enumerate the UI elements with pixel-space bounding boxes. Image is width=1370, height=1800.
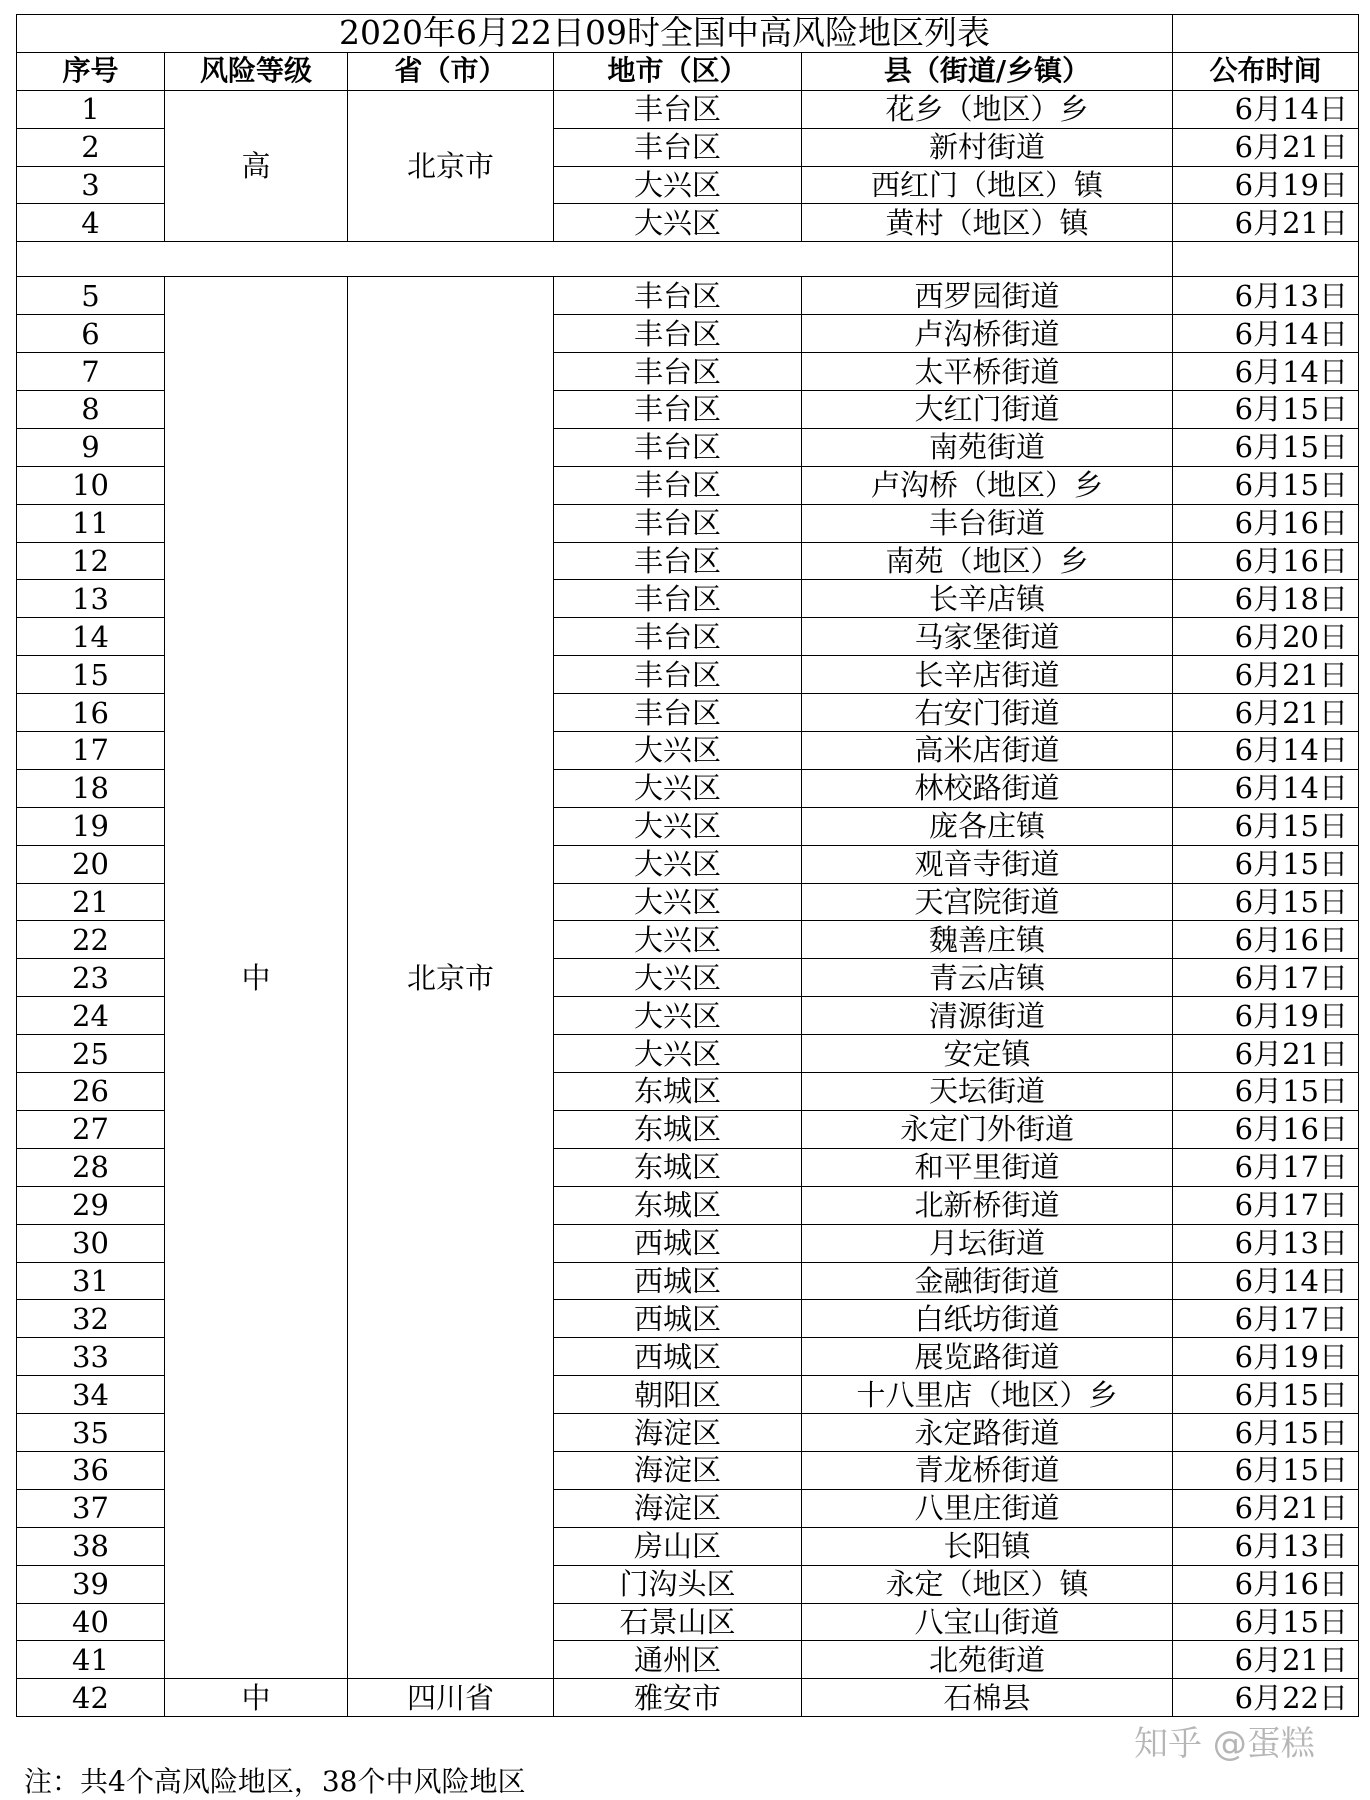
date-cell: 6月21日 <box>1173 694 1359 732</box>
serial-cell: 42 <box>17 1679 165 1717</box>
province-cell: 北京市 <box>348 90 554 242</box>
county-cell: 八宝山街道 <box>802 1603 1173 1641</box>
date-cell: 6月21日 <box>1173 656 1359 694</box>
city-cell: 大兴区 <box>554 166 802 204</box>
date-cell: 6月21日 <box>1173 204 1359 242</box>
city-cell: 门沟头区 <box>554 1565 802 1603</box>
risk-area-table <box>16 14 1359 1717</box>
county-cell: 右安门街道 <box>802 694 1173 732</box>
county-cell: 丰台街道 <box>802 504 1173 542</box>
serial-cell: 24 <box>17 997 165 1035</box>
risk-level-cell: 高 <box>165 90 348 242</box>
table-row <box>17 277 1359 315</box>
serial-cell: 3 <box>17 166 165 204</box>
risk-area-sheet <box>16 14 1360 1798</box>
county-cell: 八里庄街道 <box>802 1489 1173 1527</box>
date-cell: 6月15日 <box>1173 1414 1359 1452</box>
serial-cell: 9 <box>17 428 165 466</box>
county-cell: 黄村（地区）镇 <box>802 204 1173 242</box>
province-cell: 北京市 <box>348 277 554 1679</box>
city-cell: 雅安市 <box>554 1679 802 1717</box>
city-cell: 西城区 <box>554 1224 802 1262</box>
header-publish-date: 公布时间 <box>1173 52 1359 90</box>
serial-cell: 35 <box>17 1414 165 1452</box>
date-cell: 6月21日 <box>1173 1035 1359 1073</box>
city-cell: 丰台区 <box>554 277 802 315</box>
serial-cell: 18 <box>17 769 165 807</box>
date-cell: 6月14日 <box>1173 90 1359 128</box>
county-cell: 清源街道 <box>802 997 1173 1035</box>
county-cell: 永定门外街道 <box>802 1110 1173 1148</box>
county-cell: 林校路街道 <box>802 769 1173 807</box>
date-cell: 6月15日 <box>1173 428 1359 466</box>
header-risk-level: 风险等级 <box>165 52 348 90</box>
county-cell: 庞各庄镇 <box>802 807 1173 845</box>
serial-cell: 33 <box>17 1338 165 1376</box>
date-cell: 6月16日 <box>1173 542 1359 580</box>
spacer-cell <box>1173 242 1359 277</box>
risk-level-cell: 中 <box>165 277 348 1679</box>
serial-cell: 17 <box>17 732 165 770</box>
serial-cell: 11 <box>17 504 165 542</box>
date-cell: 6月15日 <box>1173 1451 1359 1489</box>
county-cell: 十八里店（地区）乡 <box>802 1376 1173 1414</box>
date-cell: 6月17日 <box>1173 1300 1359 1338</box>
county-cell: 安定镇 <box>802 1035 1173 1073</box>
serial-cell: 14 <box>17 618 165 656</box>
city-cell: 丰台区 <box>554 542 802 580</box>
spacer-cell <box>17 242 1173 277</box>
city-cell: 东城区 <box>554 1073 802 1111</box>
county-cell: 长辛店街道 <box>802 656 1173 694</box>
county-cell: 青龙桥街道 <box>802 1451 1173 1489</box>
county-cell: 高米店街道 <box>802 732 1173 770</box>
risk-level-cell: 中 <box>165 1679 348 1717</box>
city-cell: 大兴区 <box>554 845 802 883</box>
date-cell: 6月15日 <box>1173 1603 1359 1641</box>
serial-cell: 30 <box>17 1224 165 1262</box>
city-cell: 丰台区 <box>554 391 802 429</box>
date-cell: 6月13日 <box>1173 1224 1359 1262</box>
zhihu-watermark: 知乎 @蛋糕 <box>1134 1724 1315 1764</box>
date-cell: 6月14日 <box>1173 315 1359 353</box>
date-cell: 6月15日 <box>1173 883 1359 921</box>
city-cell: 大兴区 <box>554 769 802 807</box>
serial-cell: 39 <box>17 1565 165 1603</box>
city-cell: 大兴区 <box>554 883 802 921</box>
county-cell: 卢沟桥（地区）乡 <box>802 466 1173 504</box>
city-cell: 房山区 <box>554 1527 802 1565</box>
date-cell: 6月13日 <box>1173 277 1359 315</box>
date-cell: 6月16日 <box>1173 504 1359 542</box>
date-cell: 6月16日 <box>1173 921 1359 959</box>
date-cell: 6月19日 <box>1173 997 1359 1035</box>
county-cell: 北新桥街道 <box>802 1186 1173 1224</box>
county-cell: 长阳镇 <box>802 1527 1173 1565</box>
title-row-empty-cell <box>1173 15 1359 53</box>
county-cell: 永定（地区）镇 <box>802 1565 1173 1603</box>
date-cell: 6月17日 <box>1173 959 1359 997</box>
date-cell: 6月15日 <box>1173 1376 1359 1414</box>
serial-cell: 26 <box>17 1073 165 1111</box>
city-cell: 大兴区 <box>554 204 802 242</box>
date-cell: 6月19日 <box>1173 166 1359 204</box>
header-serial: 序号 <box>17 52 165 90</box>
serial-cell: 12 <box>17 542 165 580</box>
date-cell: 6月20日 <box>1173 618 1359 656</box>
date-cell: 6月15日 <box>1173 807 1359 845</box>
city-cell: 丰台区 <box>554 90 802 128</box>
serial-cell: 6 <box>17 315 165 353</box>
date-cell: 6月21日 <box>1173 1641 1359 1679</box>
date-cell: 6月17日 <box>1173 1186 1359 1224</box>
table-row <box>17 90 1359 128</box>
county-cell: 马家堡街道 <box>802 618 1173 656</box>
date-cell: 6月15日 <box>1173 391 1359 429</box>
city-cell: 西城区 <box>554 1338 802 1376</box>
county-cell: 太平桥街道 <box>802 353 1173 391</box>
serial-cell: 36 <box>17 1451 165 1489</box>
date-cell: 6月18日 <box>1173 580 1359 618</box>
city-cell: 大兴区 <box>554 921 802 959</box>
city-cell: 丰台区 <box>554 466 802 504</box>
county-cell: 南苑街道 <box>802 428 1173 466</box>
serial-cell: 5 <box>17 277 165 315</box>
date-cell: 6月15日 <box>1173 1073 1359 1111</box>
city-cell: 大兴区 <box>554 997 802 1035</box>
city-cell: 大兴区 <box>554 732 802 770</box>
date-cell: 6月16日 <box>1173 1565 1359 1603</box>
city-cell: 东城区 <box>554 1148 802 1186</box>
city-cell: 大兴区 <box>554 959 802 997</box>
footnote: 注：共4个高风险地区，38个中风险地区 <box>24 1765 526 1798</box>
county-cell: 大红门街道 <box>802 391 1173 429</box>
city-cell: 石景山区 <box>554 1603 802 1641</box>
city-cell: 大兴区 <box>554 807 802 845</box>
header-province: 省（市） <box>348 52 554 90</box>
serial-cell: 22 <box>17 921 165 959</box>
city-cell: 丰台区 <box>554 618 802 656</box>
serial-cell: 28 <box>17 1148 165 1186</box>
county-cell: 天坛街道 <box>802 1073 1173 1111</box>
county-cell: 天宫院街道 <box>802 883 1173 921</box>
county-cell: 展览路街道 <box>802 1338 1173 1376</box>
county-cell: 花乡（地区）乡 <box>802 90 1173 128</box>
serial-cell: 8 <box>17 391 165 429</box>
date-cell: 6月14日 <box>1173 1262 1359 1300</box>
county-cell: 西红门（地区）镇 <box>802 166 1173 204</box>
city-cell: 通州区 <box>554 1641 802 1679</box>
county-cell: 新村街道 <box>802 128 1173 166</box>
city-cell: 丰台区 <box>554 353 802 391</box>
serial-cell: 38 <box>17 1527 165 1565</box>
serial-cell: 37 <box>17 1489 165 1527</box>
serial-cell: 13 <box>17 580 165 618</box>
county-cell: 卢沟桥街道 <box>802 315 1173 353</box>
city-cell: 丰台区 <box>554 504 802 542</box>
city-cell: 西城区 <box>554 1300 802 1338</box>
county-cell: 永定路街道 <box>802 1414 1173 1452</box>
city-cell: 丰台区 <box>554 315 802 353</box>
county-cell: 白纸坊街道 <box>802 1300 1173 1338</box>
title-row <box>17 15 1359 53</box>
serial-cell: 20 <box>17 845 165 883</box>
serial-cell: 23 <box>17 959 165 997</box>
city-cell: 丰台区 <box>554 428 802 466</box>
county-cell: 北苑街道 <box>802 1641 1173 1679</box>
serial-cell: 41 <box>17 1641 165 1679</box>
serial-cell: 10 <box>17 466 165 504</box>
serial-cell: 32 <box>17 1300 165 1338</box>
table-row <box>17 1679 1359 1717</box>
county-cell: 魏善庄镇 <box>802 921 1173 959</box>
county-cell: 金融街街道 <box>802 1262 1173 1300</box>
county-cell: 南苑（地区）乡 <box>802 542 1173 580</box>
city-cell: 丰台区 <box>554 580 802 618</box>
city-cell: 朝阳区 <box>554 1376 802 1414</box>
serial-cell: 1 <box>17 90 165 128</box>
serial-cell: 29 <box>17 1186 165 1224</box>
city-cell: 东城区 <box>554 1186 802 1224</box>
header-row <box>17 52 1359 90</box>
serial-cell: 31 <box>17 1262 165 1300</box>
serial-cell: 4 <box>17 204 165 242</box>
spacer-row <box>17 242 1359 277</box>
table-title: 2020年6月22日09时全国中高风险地区列表 <box>17 15 1173 53</box>
county-cell: 石棉县 <box>802 1679 1173 1717</box>
date-cell: 6月14日 <box>1173 732 1359 770</box>
serial-cell: 2 <box>17 128 165 166</box>
date-cell: 6月15日 <box>1173 845 1359 883</box>
city-cell: 丰台区 <box>554 128 802 166</box>
header-city: 地市（区） <box>554 52 802 90</box>
county-cell: 西罗园街道 <box>802 277 1173 315</box>
county-cell: 青云店镇 <box>802 959 1173 997</box>
serial-cell: 27 <box>17 1110 165 1148</box>
date-cell: 6月19日 <box>1173 1338 1359 1376</box>
date-cell: 6月21日 <box>1173 1489 1359 1527</box>
serial-cell: 34 <box>17 1376 165 1414</box>
county-cell: 和平里街道 <box>802 1148 1173 1186</box>
city-cell: 海淀区 <box>554 1414 802 1452</box>
province-cell: 四川省 <box>348 1679 554 1717</box>
header-county: 县（街道/乡镇） <box>802 52 1173 90</box>
city-cell: 东城区 <box>554 1110 802 1148</box>
county-cell: 观音寺街道 <box>802 845 1173 883</box>
city-cell: 大兴区 <box>554 1035 802 1073</box>
date-cell: 6月15日 <box>1173 466 1359 504</box>
serial-cell: 19 <box>17 807 165 845</box>
city-cell: 海淀区 <box>554 1451 802 1489</box>
date-cell: 6月17日 <box>1173 1148 1359 1186</box>
date-cell: 6月21日 <box>1173 128 1359 166</box>
city-cell: 海淀区 <box>554 1489 802 1527</box>
date-cell: 6月14日 <box>1173 769 1359 807</box>
county-cell: 长辛店镇 <box>802 580 1173 618</box>
city-cell: 丰台区 <box>554 694 802 732</box>
date-cell: 6月16日 <box>1173 1110 1359 1148</box>
date-cell: 6月22日 <box>1173 1679 1359 1717</box>
city-cell: 丰台区 <box>554 656 802 694</box>
serial-cell: 40 <box>17 1603 165 1641</box>
serial-cell: 7 <box>17 353 165 391</box>
serial-cell: 25 <box>17 1035 165 1073</box>
serial-cell: 15 <box>17 656 165 694</box>
serial-cell: 21 <box>17 883 165 921</box>
date-cell: 6月14日 <box>1173 353 1359 391</box>
date-cell: 6月13日 <box>1173 1527 1359 1565</box>
city-cell: 西城区 <box>554 1262 802 1300</box>
county-cell: 月坛街道 <box>802 1224 1173 1262</box>
serial-cell: 16 <box>17 694 165 732</box>
